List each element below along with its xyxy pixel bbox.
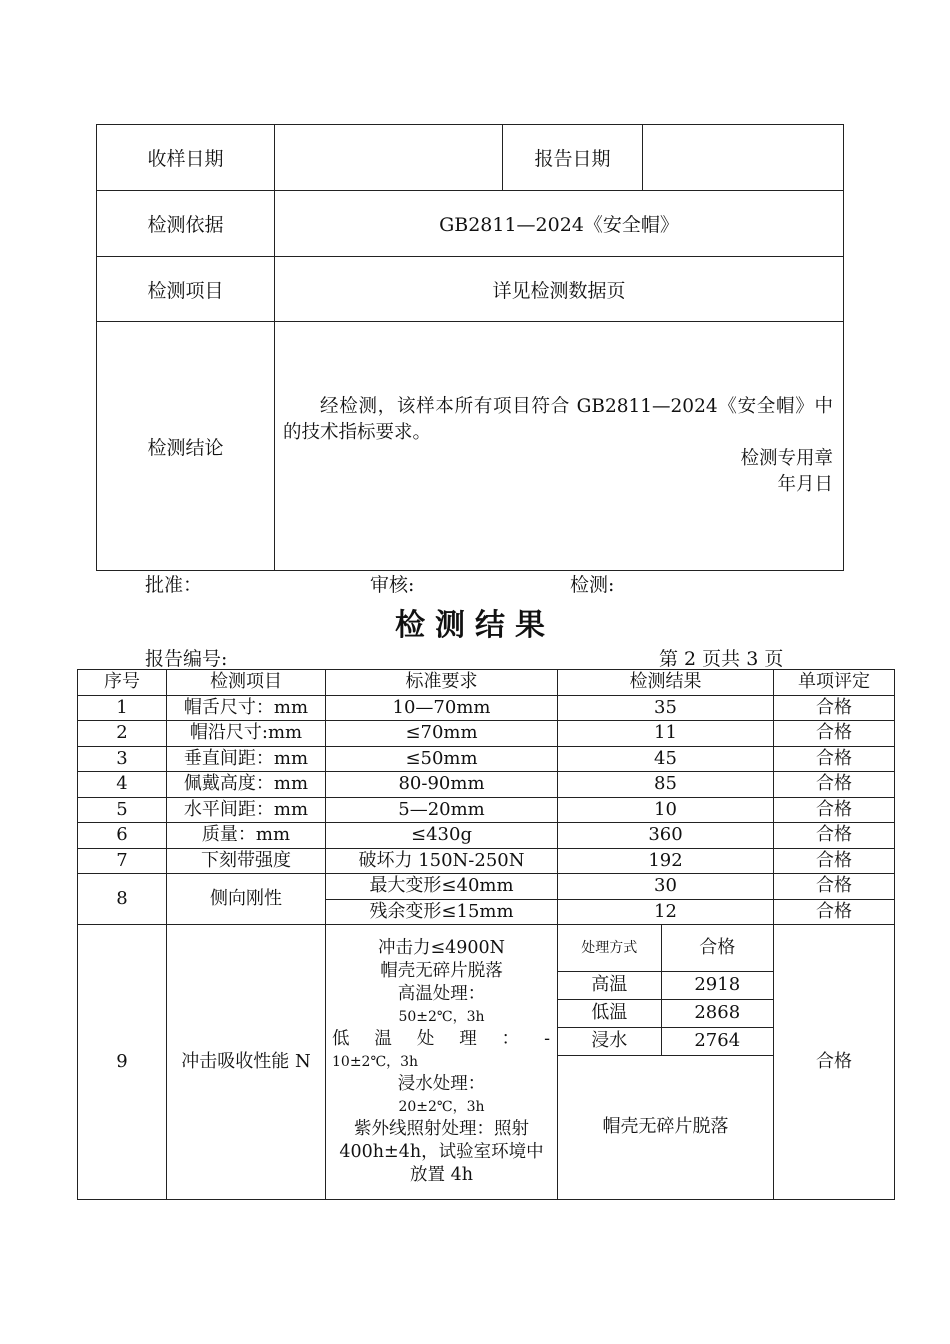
row-result: 10 (558, 797, 774, 823)
table-row (78, 925, 895, 1200)
test-label: 检测: (570, 574, 615, 596)
row-standard: 破坏力 150N-250N (326, 848, 558, 874)
row-result: 35 (558, 695, 774, 721)
row-rating: 合格 (774, 848, 895, 874)
results-table (77, 669, 895, 1200)
row-no: 8 (78, 874, 167, 925)
std-line: 帽壳无碎片脱落 (380, 961, 503, 981)
conclusion-text: 经检测，该样本所有项目符合 GB2811—2024《安全帽》中的技术指标要求。 (283, 396, 833, 443)
row-no: 5 (78, 797, 167, 823)
row-item: 垂直间距：mm (167, 746, 326, 772)
table-row (78, 746, 895, 772)
basis-label: 检测依据 (97, 191, 275, 257)
row-item: 帽沿尺寸:mm (167, 721, 326, 747)
row-item: 下刻带强度 (167, 848, 326, 874)
row-item: 佩戴高度：mm (167, 772, 326, 798)
table-row (78, 695, 895, 721)
row-no: 2 (78, 721, 167, 747)
method-value: 2868 (661, 999, 773, 1027)
row-standard (326, 925, 558, 1200)
row-item: 水平间距：mm (167, 797, 326, 823)
method-value: 2918 (661, 971, 773, 999)
row-rating: 合格 (774, 823, 895, 849)
conclusion-cell (275, 322, 844, 571)
method-value: 2764 (661, 1027, 773, 1055)
report-number-label: 报告编号: (145, 648, 228, 670)
row-standard: ≤50mm (326, 746, 558, 772)
row-result (558, 925, 774, 1200)
row-no: 9 (78, 925, 167, 1200)
std-line: 50±2℃，3h (398, 1009, 485, 1025)
method-header: 处理方式 (558, 925, 661, 971)
row-rating: 合格 (774, 772, 895, 798)
std-line: 低 温 处 理 ： - (332, 1029, 551, 1049)
row-standard: 80-90mm (326, 772, 558, 798)
row-standard: 最大变形≤40mm (326, 874, 558, 900)
results-title: 检测结果 (395, 608, 555, 643)
row-standard: 10—70mm (326, 695, 558, 721)
shell-result: 帽壳无碎片脱落 (558, 1055, 773, 1199)
row-no: 6 (78, 823, 167, 849)
row-rating: 合格 (774, 721, 895, 747)
row-item: 帽舌尺寸：mm (167, 695, 326, 721)
header-item: 检测项目 (167, 670, 326, 696)
row-no: 4 (78, 772, 167, 798)
row-rating: 合格 (774, 746, 895, 772)
row-rating: 合格 (774, 797, 895, 823)
conclusion-label: 检测结论 (97, 322, 275, 571)
table-row (78, 772, 895, 798)
row-standard: ≤430g (326, 823, 558, 849)
page-info: 第 2 页共 3 页 (659, 648, 784, 670)
approve-label: 批准： (145, 574, 203, 596)
row-standard: 5—20mm (326, 797, 558, 823)
std-line: 10±2℃，3h (332, 1054, 419, 1070)
row-result: 85 (558, 772, 774, 798)
table-row (78, 797, 895, 823)
std-line: 浸水处理： (397, 1074, 486, 1094)
row-result: 12 (558, 899, 774, 925)
header-standard: 标准要求 (326, 670, 558, 696)
header-rating: 单项评定 (774, 670, 895, 696)
row-rating: 合格 (774, 899, 895, 925)
items-value: 详见检测数据页 (275, 257, 844, 322)
method-name: 高温 (558, 971, 661, 999)
treatment-table (558, 925, 773, 1199)
std-line: 高温处理： (397, 984, 486, 1004)
report-date-value (643, 125, 844, 191)
stamp-text: 检测专用章 (740, 448, 833, 469)
row-rating: 合格 (774, 874, 895, 900)
row-no: 3 (78, 746, 167, 772)
row-rating: 合格 (774, 695, 895, 721)
review-label: 审核: (370, 574, 415, 596)
row-item: 侧向刚性 (167, 874, 326, 925)
method-name: 浸水 (558, 1027, 661, 1055)
header-result: 检测结果 (558, 670, 774, 696)
report-date-label: 报告日期 (503, 125, 643, 191)
table-row (78, 823, 895, 849)
row-item: 质量：mm (167, 823, 326, 849)
stamp-date: 年月日 (777, 474, 833, 495)
header-no: 序号 (78, 670, 167, 696)
std-line: 20±2℃，3h (398, 1099, 485, 1115)
method-result-header: 合格 (661, 925, 773, 971)
sample-info-table (96, 124, 844, 571)
table-row (78, 874, 895, 900)
row-standard: 残余变形≤15mm (326, 899, 558, 925)
row-no: 1 (78, 695, 167, 721)
row-standard: ≤70mm (326, 721, 558, 747)
receive-date-value (275, 125, 503, 191)
row-result: 30 (558, 874, 774, 900)
row-result: 11 (558, 721, 774, 747)
table-header-row (78, 670, 895, 696)
method-name: 低温 (558, 999, 661, 1027)
items-label: 检测项目 (97, 257, 275, 322)
row-result: 360 (558, 823, 774, 849)
row-item: 冲击吸收性能 N (167, 925, 326, 1200)
row-result: 45 (558, 746, 774, 772)
std-line: 紫外线照射处理：照射 400h±4h，试验室环境中放置 4h (339, 1119, 544, 1185)
table-row (78, 848, 895, 874)
basis-value: GB2811—2024《安全帽》 (275, 191, 844, 257)
table-row (78, 721, 895, 747)
std-line: 冲击力≤4900N (377, 938, 505, 958)
row-rating: 合格 (774, 925, 895, 1200)
row-no: 7 (78, 848, 167, 874)
receive-date-label: 收样日期 (97, 125, 275, 191)
row-result: 192 (558, 848, 774, 874)
